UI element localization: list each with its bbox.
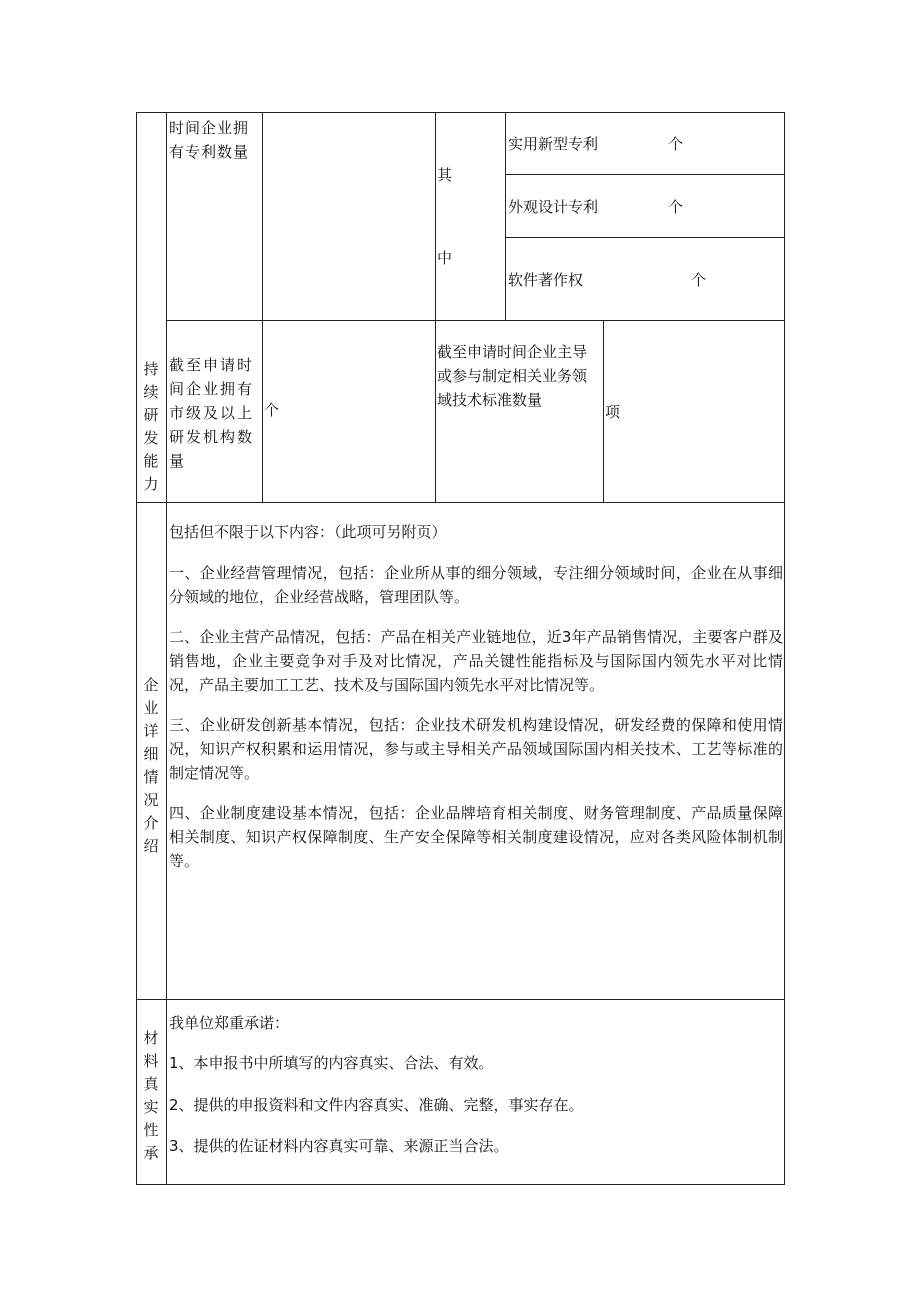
authenticity-intro: 我单位郑重承诺： bbox=[169, 1014, 290, 1032]
label-char: 实 bbox=[143, 1098, 159, 1116]
design-patent-unit: 个 bbox=[668, 198, 684, 216]
label-char: 承 bbox=[143, 1144, 159, 1162]
label-column-divider bbox=[166, 112, 167, 1185]
utility-patent-label: 实用新型专利 bbox=[508, 135, 599, 153]
qi-label: 其 bbox=[437, 166, 453, 184]
design-patent-count-field[interactable] bbox=[612, 182, 666, 230]
label-char: 业 bbox=[143, 699, 159, 717]
divider-rd-details bbox=[136, 502, 785, 503]
divider-value-standards bbox=[435, 320, 436, 502]
divider-utility-design bbox=[505, 174, 785, 175]
table-border-right bbox=[784, 112, 785, 1185]
zhong-label: 中 bbox=[437, 249, 453, 267]
divider-qizhong-types bbox=[505, 112, 506, 320]
standards-unit: 项 bbox=[605, 403, 621, 421]
label-char: 研 bbox=[143, 406, 159, 424]
label-char: 续 bbox=[143, 383, 159, 401]
authenticity-label bbox=[141, 1027, 161, 1165]
standards-label: 截至申请时间企业主导或参与制定相关业务领域技术标准数量 bbox=[437, 343, 588, 409]
details-item-3: 三、企业研发创新基本情况，包括：企业技术研发机构建设情况，研发经费的保障和使用情况，知识产权积累和运用情况，参与或主导相关产品领域国际国内相关技术、工艺等标准的制定情况等。 bbox=[169, 716, 783, 782]
patents-count-field[interactable] bbox=[263, 113, 435, 320]
details-item-4: 四、企业制度建设基本情况，包括：企业品牌培育相关制度、财务管理制度、产品质量保障相关制度、知识产权保障制度、生产安全保障等相关制度建设情况，应对各类风险体制机制等。 bbox=[169, 804, 783, 870]
divider-details-authenticity bbox=[136, 999, 785, 1000]
label-char: 能 bbox=[143, 452, 159, 470]
utility-patent-count-field[interactable] bbox=[612, 120, 666, 168]
divider-standards-value bbox=[603, 320, 604, 502]
details-item-2: 二、企业主营产品情况，包括：产品在相关产业链地位，近3年产品销售情况，主要客户群及销售地，企业主要竞争对手及对比情况，产品关键性能指标及与国际国内领先水平对比情况，产品主要加工工艺、技术及与国际国内领先水平对比情况等。 bbox=[169, 628, 783, 694]
divider-institutions-value bbox=[262, 320, 263, 502]
details-intro: 包括但不限于以下内容：（此项可另附页） bbox=[169, 523, 447, 541]
label-char: 发 bbox=[143, 429, 159, 447]
label-char: 材 bbox=[143, 1029, 159, 1047]
label-char: 企 bbox=[143, 676, 159, 694]
label-char: 力 bbox=[143, 475, 159, 493]
design-patent-label: 外观设计专利 bbox=[508, 198, 599, 216]
table-border-left bbox=[136, 112, 137, 1185]
institutions-label: 截至申请时间企业拥有市级及以上研发机构数量 bbox=[169, 356, 255, 470]
utility-patent-unit: 个 bbox=[668, 135, 684, 153]
label-char: 介 bbox=[143, 814, 159, 832]
divider-design-software bbox=[505, 237, 785, 238]
label-char: 情 bbox=[143, 768, 159, 786]
software-copyright-unit: 个 bbox=[691, 271, 707, 289]
label-char: 细 bbox=[143, 745, 159, 763]
label-char: 料 bbox=[143, 1052, 159, 1070]
authenticity-item-3: 3、提供的佐证材料内容真实可靠、来源正当合法。 bbox=[169, 1137, 509, 1155]
label-char: 况 bbox=[143, 791, 159, 809]
label-char: 详 bbox=[143, 722, 159, 740]
enterprise-details-label bbox=[141, 674, 161, 858]
label-char: 绍 bbox=[143, 837, 159, 855]
label-char: 真 bbox=[143, 1075, 159, 1093]
details-item-1: 一、企业经营管理情况，包括：企业所从事的细分领域，专注细分领域时间，企业在从事细分领域的地位，企业经营战略，管理团队等。 bbox=[169, 564, 783, 606]
institutions-unit: 个 bbox=[264, 401, 280, 419]
software-copyright-label: 软件著作权 bbox=[508, 271, 584, 289]
standards-count-field[interactable] bbox=[625, 321, 784, 502]
authenticity-item-1: 1、本申报书中所填写的内容真实、合法、有效。 bbox=[169, 1054, 494, 1072]
patents-label: 时间企业拥有专利数量 bbox=[169, 119, 250, 161]
rd-capability-label bbox=[141, 358, 161, 496]
details-writing-area[interactable] bbox=[167, 880, 784, 998]
label-char: 性 bbox=[143, 1121, 159, 1139]
software-copyright-count-field[interactable] bbox=[600, 246, 688, 314]
table-border-bottom bbox=[136, 1184, 785, 1185]
table-border-top bbox=[136, 112, 785, 113]
label-char: 持 bbox=[143, 360, 159, 378]
institutions-count-field[interactable] bbox=[282, 321, 435, 502]
authenticity-item-2: 2、提供的申报资料和文件内容真实、准确、完整，事实存在。 bbox=[169, 1096, 584, 1114]
divider-value-qizhong bbox=[435, 112, 436, 320]
